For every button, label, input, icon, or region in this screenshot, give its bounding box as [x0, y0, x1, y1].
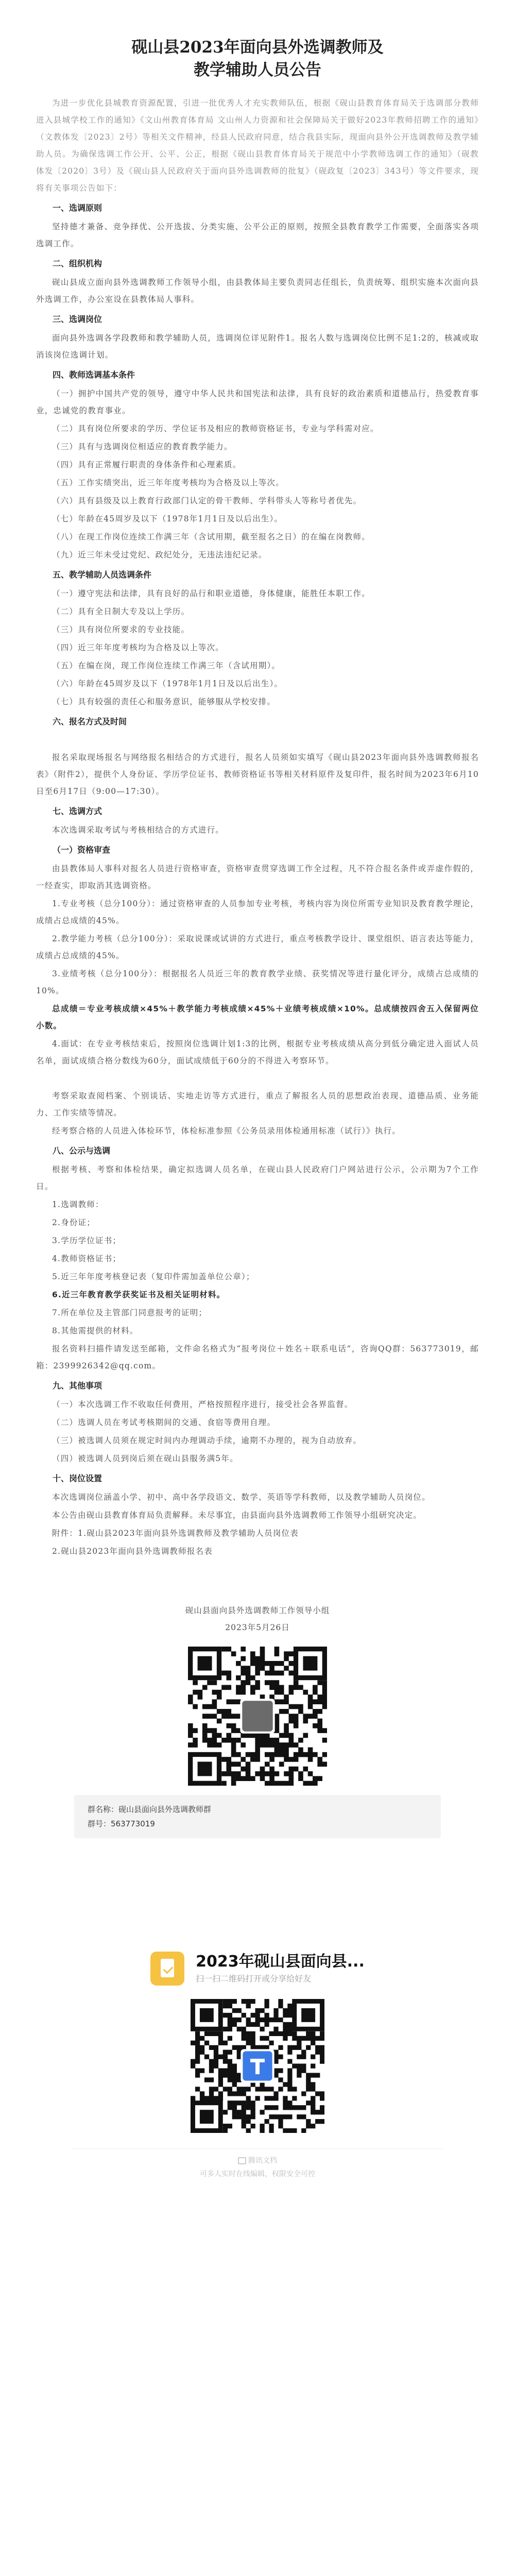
- blank-line: [36, 732, 479, 749]
- paragraph: 3.业绩考核（总分100分）：根据报名人员近三年的教育教学业绩、获奖情况等进行量化评分，成绩占总成绩的10%。: [36, 969, 479, 995]
- paragraph: （三）被选调人员须在规定时间内办理调动手续，逾期不办理的，视为自动放弃。: [52, 1436, 362, 1445]
- section-heading: 二、组织机构: [53, 259, 102, 268]
- paragraph: （四）被选调人员到岗后须在砚山县服务满5年。: [52, 1454, 238, 1463]
- paragraph: 2.身份证；: [52, 1218, 95, 1227]
- paragraph: （四）近三年年度考核均为合格及以上等次。: [52, 643, 225, 652]
- paragraph: 1.选调教师：: [52, 1200, 104, 1209]
- footer: [36, 2148, 479, 2181]
- paragraph: 由县教体局人事科对报名人员进行资格审查，资格审查贯穿选调工作全过程，凡不符合报名条件或弄虚作假的，一经查实，即取消其选调资格。: [36, 864, 479, 890]
- group-card[interactable]: [74, 1795, 441, 1838]
- paragraph: 报名采取现场报名与网络报名相结合的方式进行，报名人员须如实填写《砚山县2023年面向县外选调教师报名表》（附件2），提供个人身份证、学历学位证书、教师资格证书等相关材料原件及复印件，报名时间为2023年6月10日至6月17日（9:00—17:30）。: [36, 753, 479, 796]
- paragraph: （二）选调人员在考试考核期间的交通、食宿等费用自理。: [52, 1418, 276, 1427]
- paragraph: 本公告由砚山县教育体育局负责解释。未尽事宜，由县面向县外选调教师工作领导小组研究决定。: [52, 1511, 422, 1520]
- paragraph: （六）年龄在45周岁及以下（1978年1月1日及以后出生）。: [52, 679, 283, 688]
- paragraph: 4.面试：在专业考核结束后，按照岗位选调计划1:3的比例，根据专业考核成绩从高分到低分确定进入面试人员名单，面试成绩合格分数线为60分，面试成绩低于60分的不得进入考察环节。: [36, 1039, 479, 1065]
- paragraph: 报名资料扫描件请发送至邮箱，文件命名格式为“报考岗位＋姓名＋联系电话”，咨询QQ群：563773019，邮箱：2399926342@qq.com。: [36, 1344, 479, 1370]
- section-heading: 七、选调方式: [53, 806, 102, 816]
- paragraph: 本次选调岗位涵盖小学、初中、高中各学段语文、数学、英语等学科教师，以及教学辅助人员岗位。: [52, 1493, 431, 1502]
- paragraph: 砚山县成立面向县外选调教师工作领导小组，由县教体局主要负责同志任组长，负责统筹、组织实施本次面向县外选调工作，办公室设在县教体局人事科。: [36, 278, 479, 304]
- paragraph: （二）具有全日制大专及以上学历。: [52, 607, 190, 616]
- paragraph: （五）工作实绩突出，近三年年度考核均为合格及以上等次。: [52, 478, 284, 487]
- doc-share-panel: [46, 1952, 469, 2133]
- paragraph: （五）在编在岗，现工作岗位连续工作满三年（含试用期）。: [52, 661, 281, 670]
- paragraph: 坚持德才兼备、竞争择优、公开选拔、分类实施、公平公正的原则，按照全县教育教学工作需要，全面落实各项选调工作。: [36, 222, 479, 248]
- paragraph: 1.专业考核（总分100分）：通过资格审查的人员参加专业考核，考核内容为岗位所需专业知识及教育教学理论，成绩占总成绩的45%。: [36, 899, 479, 925]
- paragraph: 2.教学能力考核（总分100分）：采取说课或试讲的方式进行，重点考核教学设计、课堂组织、语言表达等能力，成绩占总成绩的45%。: [36, 934, 479, 960]
- article: [36, 36, 479, 2181]
- paragraph: 2.砚山县2023年面向县外选调教师报名表: [52, 1547, 213, 1556]
- signature-date: 2023年5月26日: [225, 1623, 290, 1632]
- paragraph: 7.所在单位及主管部门同意报考的证明；: [52, 1308, 208, 1317]
- paragraph: （一）拥护中国共产党的领导，遵守中华人民共和国宪法和法律，具有良好的政治素质和道德品行，热爱教育事业，忠诚党的教育事业。: [36, 389, 479, 415]
- article-body: [36, 95, 479, 1560]
- title-line-2: 教学辅助人员公告: [194, 61, 321, 79]
- doc-app-icon: [150, 1952, 184, 1986]
- section-heading: 六、报名方式及时间: [53, 717, 127, 726]
- paragraph: 本次选调采取考试与考核相结合的方式进行。: [52, 825, 225, 835]
- title-line-1: 砚山县2023年面向县外选调教师及: [131, 38, 384, 57]
- paragraph: 总成绩＝专业考核成绩×45%＋教学能力考核成绩×45%＋业绩考核成绩×10%。总成绩按四舍五入保留两位小数。: [36, 1004, 479, 1030]
- signature-org: 砚山县面向县外选调教师工作领导小组: [185, 1606, 330, 1615]
- footer-brand: 腾讯文档: [36, 2154, 479, 2167]
- group-number-label: 群号：: [88, 1819, 111, 1828]
- group-number: 563773019: [111, 1819, 155, 1828]
- paragraph: 附件：1.砚山县2023年面向县外选调教师及教学辅助人员岗位表: [52, 1529, 299, 1538]
- paragraph: 3.学历学位证书；: [52, 1236, 122, 1245]
- group-name-label: 群名称：: [88, 1805, 119, 1814]
- section-heading: 四、教师选调基本条件: [53, 370, 135, 380]
- paragraph: 8.其他需提供的材料。: [52, 1326, 139, 1335]
- section-heading: （一）资格审查: [53, 845, 111, 855]
- paragraph: （九）近三年未受过党纪、政纪处分，无违法违纪记录。: [52, 550, 267, 560]
- doc-share-qr-code[interactable]: [191, 1999, 324, 2133]
- group-name: 砚山县面向县外选调教师群: [118, 1805, 212, 1814]
- paragraph: （一）本次选调工作不收取任何费用，严格按照程序进行，接受社会各界监督。: [52, 1400, 353, 1409]
- paragraph: 4.教师资格证书；: [52, 1254, 122, 1263]
- section-heading: 一、选调原则: [53, 203, 102, 213]
- paragraph: （六）具有县级及以上教育行政部门认定的骨干教师、学科带头人等称号者优先。: [52, 496, 362, 505]
- doc-share-title: 2023年砚山县面向县...: [196, 1953, 365, 1971]
- paragraph: （一）遵守宪法和法律，具有良好的品行和职业道德，身体健康，能胜任本职工作。: [52, 589, 370, 598]
- section-heading: 九、其他事项: [53, 1381, 102, 1391]
- doc-share-subtitle: 扫一扫二维码打开或分享给好友: [196, 1974, 312, 1984]
- paragraph: （八）在现工作岗位连续工作满三年（含试用期，截至报名之日）的在编在岗教师。: [52, 532, 370, 541]
- paragraph: （三）具有岗位所要求的专业技能。: [52, 625, 190, 634]
- paragraph: （二）具有岗位所要求的学历、学位证书及相应的教师资格证书，专业与学科需对应。: [52, 424, 379, 433]
- section-heading: 十、岗位设置: [53, 1473, 102, 1483]
- paragraph: （四）具有正常履行职责的身体条件和心理素质。: [52, 460, 242, 469]
- paragraph: 经考察合格的人员进入体检环节，体检标准参照《公务员录用体检通用标准（试行）》执行。: [52, 1126, 401, 1136]
- paragraph: （七）年龄在45周岁及以下（1978年1月1日及以后出生）。: [52, 514, 283, 523]
- paragraph: （三）具有与选调岗位相适应的教育教学能力。: [52, 442, 233, 451]
- blank-line: [36, 1071, 479, 1088]
- paragraph: 6.近三年教育教学获奖证书及相关证明材料。: [52, 1290, 226, 1299]
- paragraph: 面向县外选调各学段教师和教学辅助人员，选调岗位详见附件1。报名人数与选调岗位比例不足1:2的，核减或取消该岗位选调计划。: [36, 333, 479, 360]
- paragraph: 考察采取查阅档案、个别谈话、实地走访等方式进行，重点了解报名人员的思想政治表现、道德品质、业务能力、工作实绩等情况。: [36, 1091, 479, 1117]
- section-heading: 三、选调岗位: [53, 314, 102, 324]
- footer-tagline: 可多人实时在线编辑，权限安全可控: [200, 2170, 315, 2178]
- paragraph: 根据考核、考察和体检结果，确定拟选调人员名单，在砚山县人民政府门户网站进行公示，公示期为7个工作日。: [36, 1165, 479, 1191]
- paragraph: （七）具有较强的责任心和服务意识，能够服从学校安排。: [52, 697, 276, 706]
- section-heading: 八、公示与选调: [53, 1146, 111, 1156]
- group-qr-code[interactable]: [188, 1647, 327, 1786]
- paragraph: 5.近三年年度考核登记表（复印件需加盖单位公章）；: [52, 1272, 255, 1281]
- page-title: [36, 36, 479, 81]
- lock-icon: [238, 2157, 246, 2164]
- section-heading: 五、教学辅助人员选调条件: [53, 570, 152, 580]
- paragraph: 为进一步优化县城教育资源配置，引进一批优秀人才充实教师队伍，根据《砚山县教育体育局关于选调部分教师进入县城学校工作的通知》《文山州教育体育局 文山州人力资源和社会保障局关于做好2023年教师招聘工作的通知》（文教体发〔2023〕2号）等相关文件精神，经县人民政府同意，结合我县实际，现面向县外公开选调教师及教学辅助人员。为确保选调工作公开、公平、公正，根据《砚山县教育体育局关于规范中小学教师选调工作的通知》（砚教体发〔2020〕3号）及《砚山县人民政府关于面向县外选调教师的批复》（砚政复〔2023〕343号）等文件要求，现将有关事项公告如下：: [36, 98, 479, 193]
